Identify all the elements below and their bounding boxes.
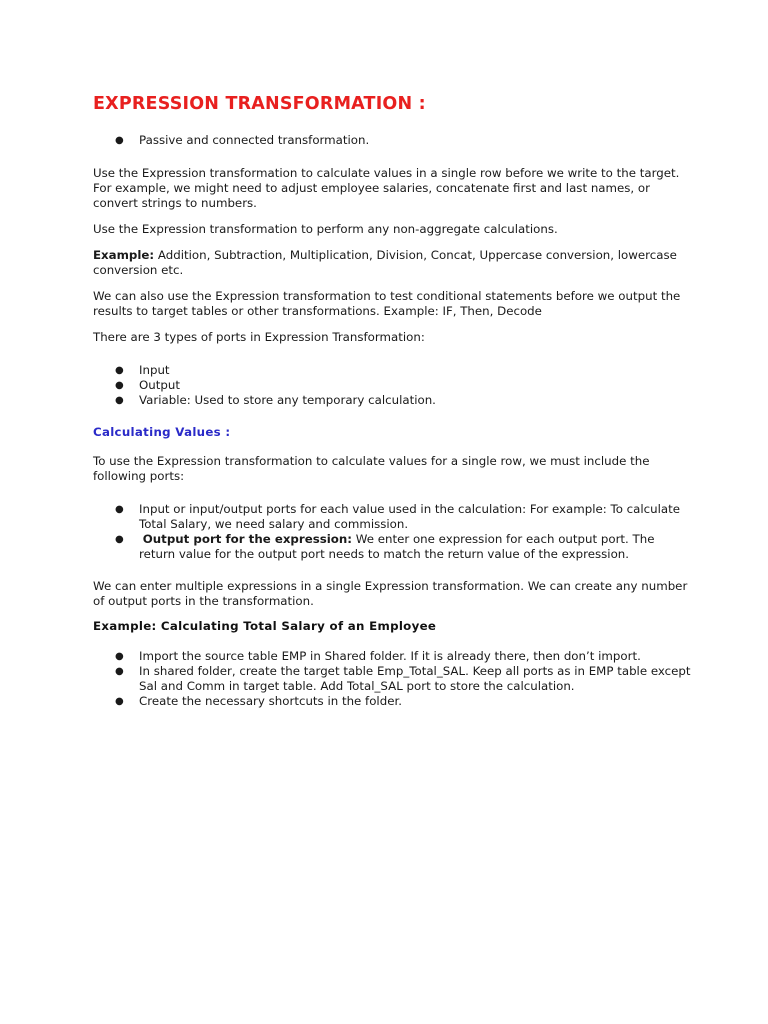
paragraph-non-aggregate: Use the Expression transformation to perform any non-aggregate calculations. [93,222,558,236]
paragraph-intro: Use the Expression transformation to calculate values in a single row before we write to the target. For example, we might need to adjust employee salaries, concatenate first and last names, or convert strings to numbers. [93,166,680,210]
paragraph-port-types: There are 3 types of ports in Expression Transformation: [93,330,425,344]
list-item-text: Create the necessary shortcuts in the folder. [139,694,402,708]
list-item-text: Passive and connected transformation. [139,133,370,147]
list-item [93,502,693,532]
bullet-icon: ● [115,365,124,376]
intro-list [93,133,693,148]
example-text: Addition, Subtraction, Multiplication, Division, Concat, Uppercase conversion, lowercase conversion etc. [93,248,677,277]
steps-list [93,649,693,709]
list-item [93,133,693,148]
paragraph-conditional: We can also use the Expression transformation to test conditional statements before we output the results to target tables or other transformations. Example: IF, Then, Decode [93,289,681,318]
bullet-icon: ● [115,651,124,662]
list-item [93,664,693,694]
list-item-text: Input [139,363,170,377]
list-item [93,694,693,709]
list-item [93,363,693,378]
list-item [93,532,693,562]
bullet-icon: ● [115,534,124,545]
section-heading-calculating-values: Calculating Values : [93,425,231,439]
list-item-text: In shared folder, create the target table Emp_Total_SAL. Keep all ports as in EMP table except Sal and Comm in target table. Add Total_SAL port to store the calculation. [139,664,691,693]
list-item-text: Output [139,378,180,392]
output-port-label: Output port for the expression: [142,532,353,546]
list-item-text: Variable: Used to store any temporary calculation. [139,393,436,407]
bullet-icon: ● [115,135,124,146]
document-content [93,92,693,709]
port-types-list [93,363,693,408]
bullet-icon: ● [115,380,124,391]
list-item-text: We enter one expression for each output port. The return value for the output port needs to match the return value of the expression. [139,532,655,561]
paragraph-multiple-expressions: We can enter multiple expressions in a single Expression transformation. We can create any number of output ports in the transformation. [93,579,688,608]
list-item [93,378,693,393]
example-heading: Example: Calculating Total Salary of an Employee [93,619,437,633]
bullet-icon: ● [115,395,124,406]
paragraph-example [93,248,693,278]
example-label: Example: [93,248,155,262]
list-item [93,393,693,408]
bullet-icon: ● [115,504,124,515]
list-item-text: Input or input/output ports for each value used in the calculation: For example: To calculate Total Salary, we need salary and commission. [139,502,681,531]
bullet-icon: ● [115,666,124,677]
paragraph-required-ports: To use the Expression transformation to calculate values for a single row, we must include the following ports: [93,454,650,483]
required-ports-list [93,502,693,562]
page-title: EXPRESSION TRANSFORMATION : [93,94,426,114]
list-item [93,649,693,664]
list-item-text: Import the source table EMP in Shared folder. If it is already there, then don’t import. [139,649,641,663]
bullet-icon: ● [115,696,124,707]
